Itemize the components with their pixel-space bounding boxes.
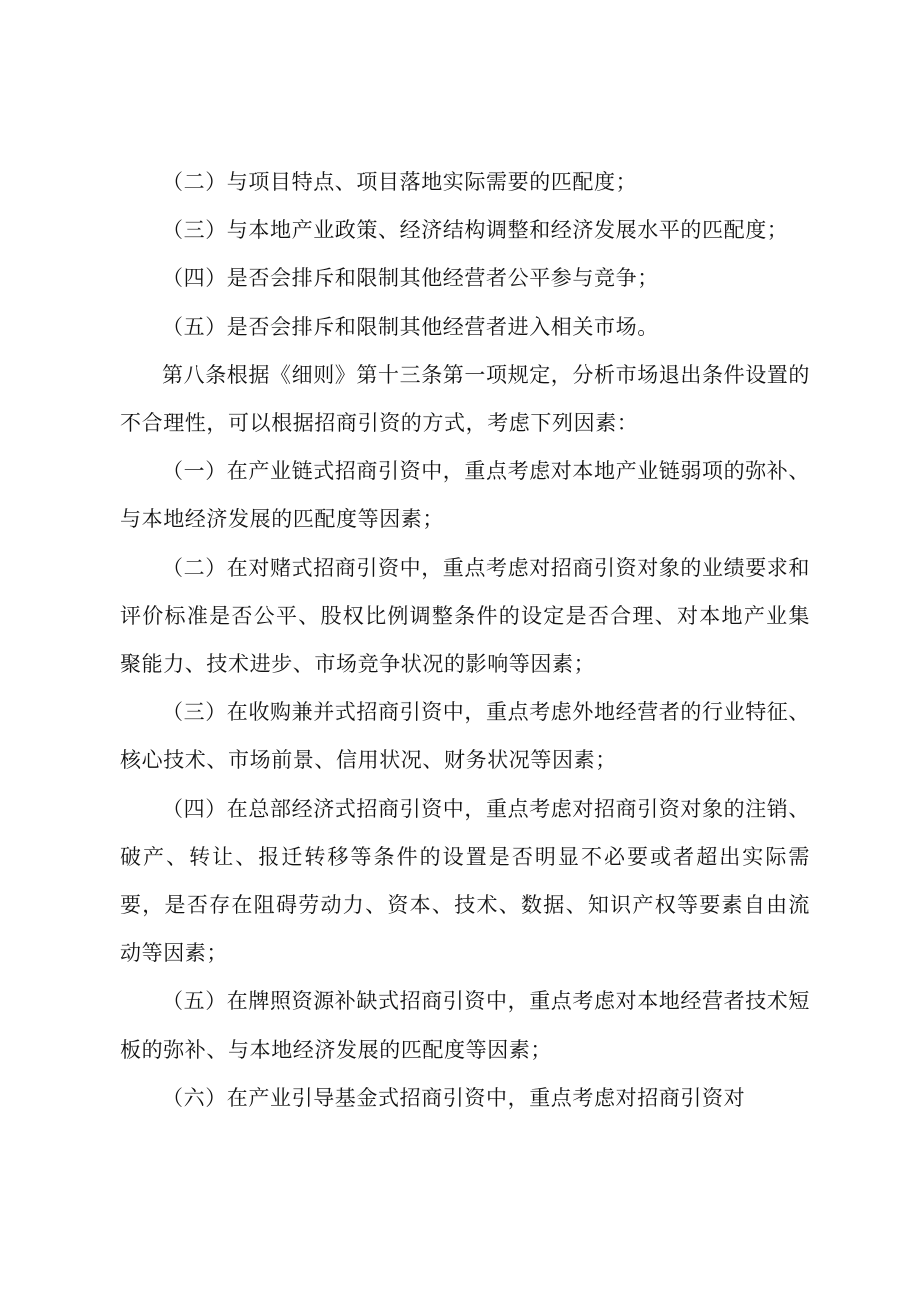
article-8-item-1: （一）在产业链式招商引资中，重点考虑对本地产业链弱项的弥补、与本地经济发展的匹配度等因素； xyxy=(120,459,810,532)
paragraph-item-2: （二）与项目特点、项目落地实际需要的匹配度； xyxy=(162,170,638,194)
paragraph-item-5: （五）是否会排斥和限制其他经营者进入相关市场。 xyxy=(162,314,659,339)
article-8-item-2: （二）在对赌式招商引资中，重点考虑对招商引资对象的业绩要求和评价标准是否公平、股权比例调整条件的设定是否合理、对本地产业集聚能力、技术进步、市场竞争状况的影响等因素； xyxy=(120,555,810,677)
document-body xyxy=(120,158,810,1122)
article-8-item-3: （三）在收购兼并式招商引资中，重点考虑外地经营者的行业特征、核心技术、市场前景、信用状况、财务状况等因素； xyxy=(120,700,810,773)
article-8-item-6: （六）在产业引导基金式招商引资中，重点考虑对招商引资对 xyxy=(162,1085,746,1110)
paragraph-item-4: （四）是否会排斥和限制其他经营者公平参与竞争； xyxy=(162,266,659,291)
article-8-item-4: （四）在总部经济式招商引资中，重点考虑对招商引资对象的注销、破产、转让、报迁转移等条件的设置是否明显不必要或者超出实际需要，是否存在阻碍劳动力、资本、技术、数据、知识产权等要素自由流动等因素； xyxy=(120,796,810,966)
article-8-item-5: （五）在牌照资源补缺式招商引资中，重点考虑对本地经营者技术短板的弥补、与本地经济发展的匹配度等因素； xyxy=(120,989,810,1062)
paragraph-item-3: （三）与本地产业政策、经济结构调整和经济发展水平的匹配度； xyxy=(162,218,789,243)
article-8-intro: 第八条根据《细则》第十三条第一项规定，分析市场退出条件设置的不合理性，可以根据招商引资的方式，考虑下列因素： xyxy=(120,362,810,436)
